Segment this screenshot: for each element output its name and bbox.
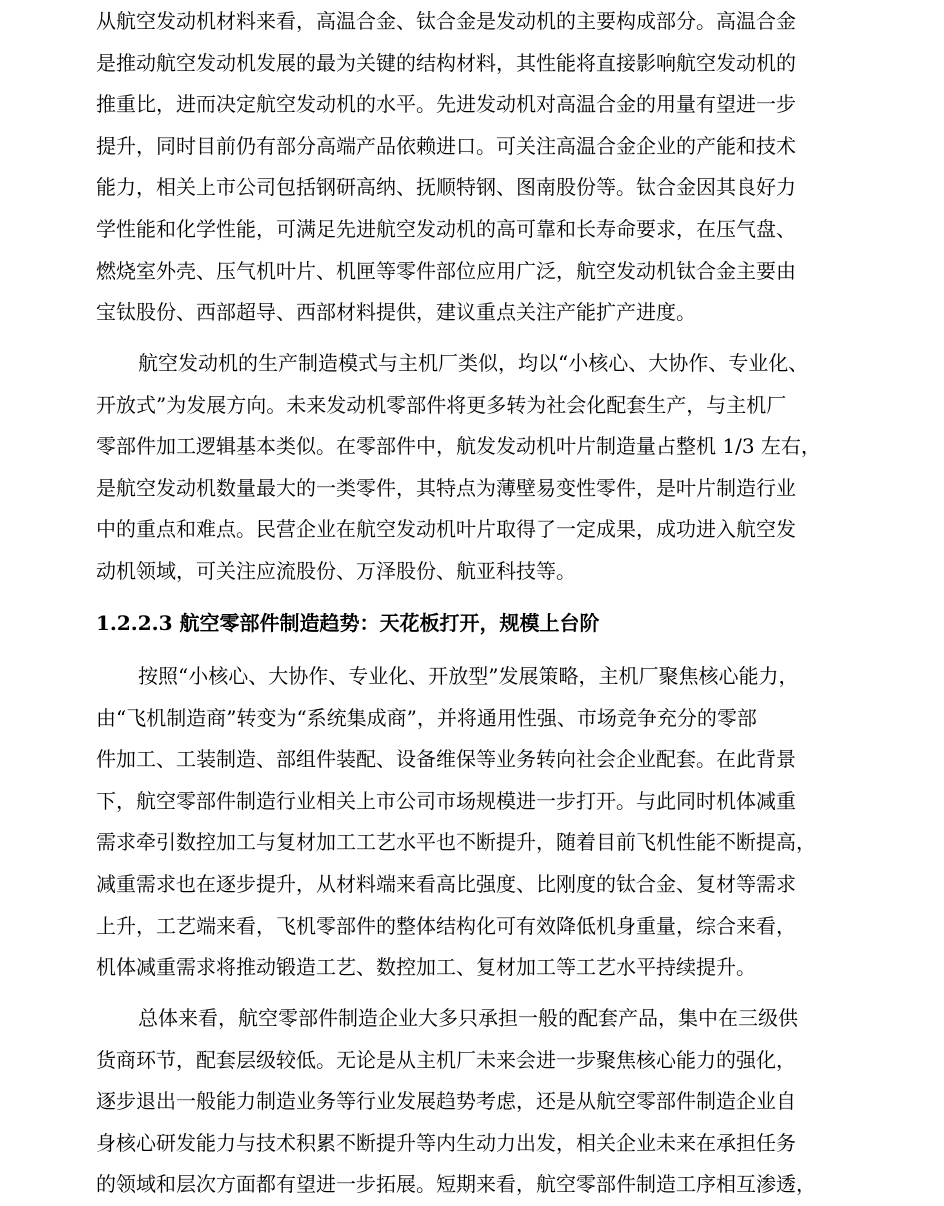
- text-line: 推重比，进而决定航空发动机的水平。先进发动机对高温合金的用量有望进一步: [96, 92, 796, 117]
- text-line: 需求牵引数控加工与复材加工工艺水平也不断提升，随着目前飞机性能不断提高，: [96, 830, 816, 855]
- text-line: 是航空发动机数量最大的一类零件，其特点为薄壁易变性零件，是叶片制造行业: [96, 475, 796, 500]
- text-line: 货商环节，配套层级较低。无论是从主机厂未来会进一步聚焦核心能力的强化，: [96, 1047, 796, 1072]
- text-line: 能力，相关上市公司包括钢研高纳、抚顺特钢、图南股份等。钛合金因其良好力: [96, 175, 796, 200]
- text-line: 逐步退出一般能力制造业务等行业发展趋势考虑，还是从航空零部件制造企业自: [96, 1089, 796, 1114]
- text-line: 学性能和化学性能，可满足先进航空发动机的高可靠和长寿命要求，在压气盘、: [96, 216, 796, 241]
- text-line: 下，航空零部件制造行业相关上市公司市场规模进一步打开。与此同时机体减重: [96, 788, 796, 813]
- text-line: 件加工、工装制造、部组件装配、设备维保等业务转向社会企业配套。在此背景: [96, 747, 796, 772]
- text-line: 零部件加工逻辑基本类似。在零部件中，航发发动机叶片制造量占整机 1/3 左右，: [96, 434, 821, 459]
- text-line: 燃烧室外壳、压气机叶片、机匣等零件部位应用广泛，航空发动机钛合金主要由: [96, 258, 796, 283]
- text-line: 总体来看，航空零部件制造企业大多只承担一般的配套产品，集中在三级供: [138, 1006, 798, 1030]
- paragraph-overall-view: [96, 998, 848, 1206]
- text-line: 身核心研发能力与技术积累不断提升等内生动力出发，相关企业未来在承担任务: [96, 1130, 796, 1155]
- text-line: 机体减重需求将推动锻造工艺、数控加工、复材加工等工艺水平持续提升。: [96, 955, 756, 980]
- text-line: 开放式”为发展方向。未来发动机零部件将更多转为社会化配套生产，与主机厂: [96, 392, 787, 417]
- text-line: 上升，工艺端来看，飞机零部件的整体结构化可有效降低机身重量，综合来看，: [96, 913, 796, 938]
- text-line: 航空发动机的生产制造模式与主机厂类似，均以“小核心、大协作、专业化、: [138, 351, 809, 375]
- text-line: 中的重点和难点。民营企业在航空发动机叶片取得了一定成果，成功进入航空发: [96, 517, 796, 542]
- text-line: 从航空发动机材料来看，高温合金、钛合金是发动机的主要构成部分。高温合金: [96, 9, 796, 33]
- text-line: 减重需求也在逐步提升，从材料端来看高比强度、比刚度的钛合金、复材等需求: [96, 871, 796, 896]
- text-line: 是推动航空发动机发展的最为关键的结构材料，其性能将直接影响航空发动机的: [96, 50, 796, 75]
- text-line: 按照“小核心、大协作、专业化、开放型”发展策略，主机厂聚焦核心能力，: [138, 664, 799, 688]
- paragraph-engine-materials: [96, 1, 848, 334]
- text-line: 的领域和层次方面都有望进一步拓展。短期来看，航空零部件制造工序相互渗透，: [96, 1172, 816, 1197]
- paragraph-engine-manufacturing: [96, 343, 848, 593]
- section-heading: 1.2.2.3 航空零部件制造趋势：天花板打开，规模上台阶: [96, 611, 600, 635]
- text-line: 宝钛股份、西部超导、西部材料提供，建议重点关注产能扩产进度。: [96, 300, 696, 325]
- text-line: 动机领域，可关注应流股份、万泽股份、航亚科技等。: [96, 558, 576, 583]
- text-line: 由“飞机制造商”转变为“系统集成商”，并将通用性强、市场竞争充分的零部: [96, 705, 757, 730]
- paragraph-parts-trend: [96, 656, 848, 989]
- text-line: 提升，同时目前仍有部分高端产品依赖进口。可关注高温合金企业的产能和技术: [96, 133, 796, 158]
